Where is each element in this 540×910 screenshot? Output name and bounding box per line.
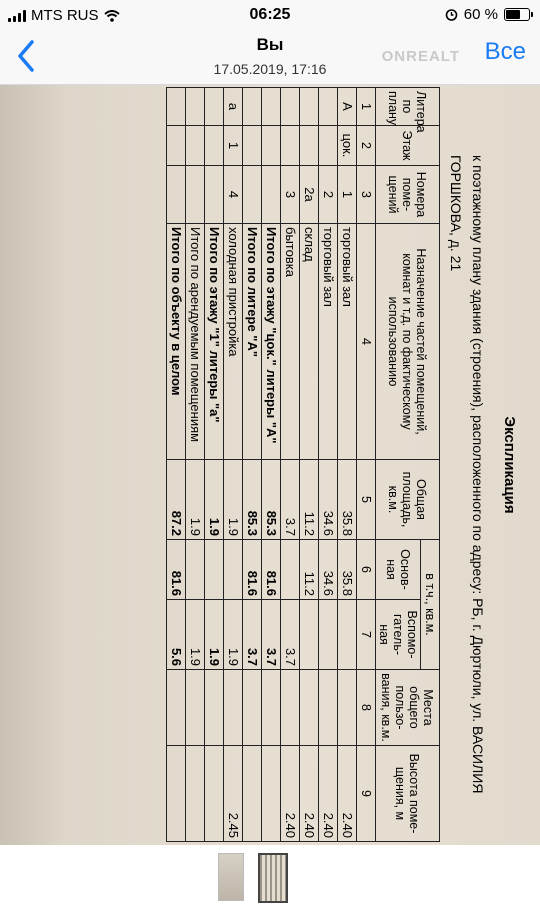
cell-total: 1.9 (186, 460, 205, 540)
cell-main (281, 540, 300, 600)
cell-height: 2.40 (281, 746, 300, 842)
cell-aux: 5.6 (167, 600, 186, 670)
photo-thumbnail[interactable] (218, 853, 244, 901)
cell-aux: 1.9 (205, 600, 224, 670)
table-row (319, 88, 338, 842)
cell-purpose: бытовка (281, 224, 300, 460)
cell-total: 34.6 (319, 460, 338, 540)
all-button[interactable]: Все (484, 38, 526, 65)
table-row (262, 88, 281, 842)
cell-liter (186, 88, 205, 126)
cell-liter (300, 88, 319, 126)
cell-floor (205, 126, 224, 166)
cell-room (205, 166, 224, 224)
cell-aux (319, 600, 338, 670)
cell-total: 3.7 (281, 460, 300, 540)
col-number: 2 (357, 126, 376, 166)
cell-purpose: Итого по этажу "цок." литеры "А" (262, 224, 281, 460)
cell-aux: 1.9 (224, 600, 243, 670)
cell-purpose: склад (300, 224, 319, 460)
status-bar (0, 0, 540, 30)
cell-aux: 3.7 (243, 600, 262, 670)
table-row (224, 88, 243, 842)
explication-table (166, 87, 440, 842)
document-address: ГОРШКОВА, д. 21 (448, 155, 464, 272)
cell-room (262, 166, 281, 224)
cell-aux: 1.9 (186, 600, 205, 670)
header-common: Места общего пользо- вания, кв.м. (376, 670, 440, 746)
cell-purpose: торговый зал (319, 224, 338, 460)
sent-date: 17.05.2019, 17:16 (213, 61, 327, 77)
cell-liter (319, 88, 338, 126)
cell-height (243, 746, 262, 842)
cell-liter: А (338, 88, 357, 126)
cell-height: 2.40 (338, 746, 357, 842)
table-row (338, 88, 357, 842)
cell-total: 1.9 (205, 460, 224, 540)
cell-main: 34.6 (319, 540, 338, 600)
table-row (167, 88, 186, 842)
col-number: 7 (357, 600, 376, 670)
cell-room (167, 166, 186, 224)
cell-purpose: Итого по этажу "1" литеры "а" (205, 224, 224, 460)
cell-floor (319, 126, 338, 166)
cell-liter (167, 88, 186, 126)
cell-main: 81.6 (243, 540, 262, 600)
cell-aux (300, 600, 319, 670)
carrier-label: MTS RUS (31, 7, 99, 24)
table-row (186, 88, 205, 842)
cell-total: 35.8 (338, 460, 357, 540)
cell-common (338, 670, 357, 746)
header-aux: Вспомо- гатель- ная (376, 600, 421, 670)
cell-height: 2.40 (300, 746, 319, 842)
cell-room: 4 (224, 166, 243, 224)
cell-main (224, 540, 243, 600)
cell-total: 85.3 (243, 460, 262, 540)
photo-thumbnail-selected[interactable] (258, 853, 288, 903)
cell-room: 2а (300, 166, 319, 224)
col-number: 1 (357, 88, 376, 126)
cell-liter (205, 88, 224, 126)
cell-floor (186, 126, 205, 166)
header-height: Высота поме- щения, м (376, 746, 440, 842)
battery-percent: 60 % (463, 6, 498, 23)
cell-floor (243, 126, 262, 166)
cell-common (300, 670, 319, 746)
cell-purpose: холодная пристройка (224, 224, 243, 460)
cell-room: 3 (281, 166, 300, 224)
cell-floor: 1 (224, 126, 243, 166)
table-row (243, 88, 262, 842)
cell-room (186, 166, 205, 224)
watermark-logo: ONREALT (381, 48, 460, 65)
header-incl: в т.ч., кв.м. (421, 540, 440, 670)
cell-height (186, 746, 205, 842)
cell-main: 81.6 (262, 540, 281, 600)
cell-height (262, 746, 281, 842)
cell-total: 1.9 (224, 460, 243, 540)
cell-room: 2 (319, 166, 338, 224)
cell-main (186, 540, 205, 600)
cell-liter (262, 88, 281, 126)
cell-main: 11.2 (300, 540, 319, 600)
col-number: 4 (357, 224, 376, 460)
cell-floor (262, 126, 281, 166)
cell-total: 85.3 (262, 460, 281, 540)
cell-liter: а (224, 88, 243, 126)
table-row (205, 88, 224, 842)
header-liter: Литера по плану (376, 88, 440, 126)
cell-floor: цок. (338, 126, 357, 166)
cell-height: 2.40 (319, 746, 338, 842)
cell-main: 81.6 (167, 540, 186, 600)
table-body (167, 88, 357, 842)
cell-room: 1 (338, 166, 357, 224)
cell-main (205, 540, 224, 600)
col-number: 9 (357, 746, 376, 842)
table-row (300, 88, 319, 842)
col-number: 5 (357, 460, 376, 540)
thumbnail-strip (0, 845, 540, 910)
alarm-icon (445, 8, 458, 21)
sender-title: Вы (256, 35, 284, 54)
cell-liter (243, 88, 262, 126)
cell-total: 11.2 (300, 460, 319, 540)
status-right (445, 6, 530, 23)
document-title: Экспликация (501, 416, 518, 514)
explication-document (0, 85, 540, 845)
cell-common (319, 670, 338, 746)
cell-purpose: Итого по литере "А" (243, 224, 262, 460)
cell-floor (300, 126, 319, 166)
cell-common (262, 670, 281, 746)
col-number: 6 (357, 540, 376, 600)
col-number: 8 (357, 670, 376, 746)
table-row (281, 88, 300, 842)
cell-height: 2.45 (224, 746, 243, 842)
cell-purpose: Итого по арендуемым помещениям (186, 224, 205, 460)
cell-common (167, 670, 186, 746)
status-time: 06:25 (249, 6, 291, 23)
header-floor: Этаж (376, 126, 440, 166)
cell-floor (167, 126, 186, 166)
cell-total: 87.2 (167, 460, 186, 540)
cell-room (243, 166, 262, 224)
cell-aux: 3.7 (262, 600, 281, 670)
cell-common (224, 670, 243, 746)
col-number: 3 (357, 166, 376, 224)
header-main: Основ- ная (376, 540, 421, 600)
cell-common (205, 670, 224, 746)
cell-purpose: Итого по объекту в целом (167, 224, 186, 460)
document-subtitle: к поэтажному плану здания (строения), расположенного по адресу: РБ, г. Дюртюли, ул. ВАСИЛИЯ (470, 155, 486, 794)
document-photo[interactable] (0, 85, 540, 845)
cell-aux (338, 600, 357, 670)
cell-common (281, 670, 300, 746)
cell-common (186, 670, 205, 746)
cell-height (205, 746, 224, 842)
battery-icon (504, 8, 530, 21)
header-room-no: Номера поме- щений (376, 166, 440, 224)
cell-common (243, 670, 262, 746)
cell-main: 35.8 (338, 540, 357, 600)
cell-liter (281, 88, 300, 126)
header-total-area: Общая площадь, кв.м. (376, 460, 440, 540)
cell-height (167, 746, 186, 842)
header-purpose: Назначение частей помещений, комнат и т.д. по фактическому использованию (376, 224, 440, 460)
cell-aux: 3.7 (281, 600, 300, 670)
cell-floor (281, 126, 300, 166)
cell-purpose: торговый зал (338, 224, 357, 460)
nav-header (0, 30, 540, 85)
